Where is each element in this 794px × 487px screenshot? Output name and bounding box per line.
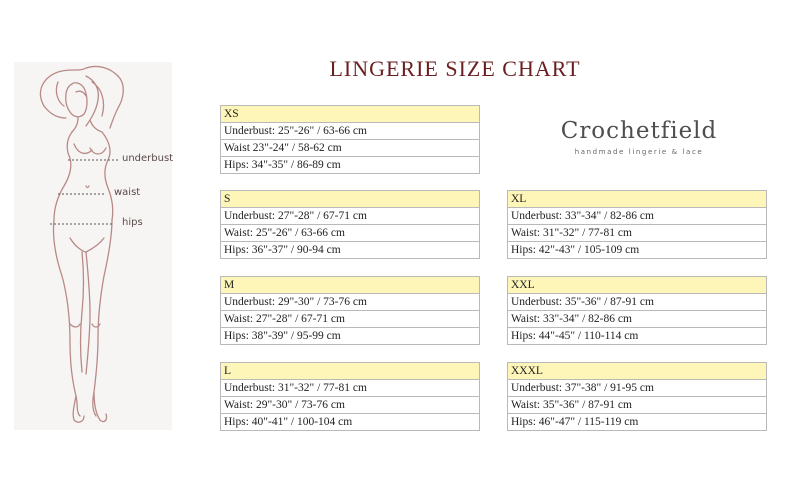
size-table-s: [220, 190, 480, 259]
hips-value: Hips: 46"-47" / 115-119 cm: [508, 414, 767, 431]
waist-label: waist: [114, 187, 141, 198]
waist-value: Waist: 31"-32" / 77-81 cm: [508, 225, 767, 242]
brand-name: Crochetfield: [560, 118, 718, 144]
underbust-value: Underbust: 37"-38" / 91-95 cm: [508, 380, 767, 397]
underbust-label: underbust: [122, 153, 174, 164]
underbust-value: Underbust: 27"-28" / 67-71 cm: [221, 208, 480, 225]
size-table-m: [220, 276, 480, 345]
size-name: XXL: [508, 277, 767, 294]
underbust-value: Underbust: 31"-32" / 77-81 cm: [221, 380, 480, 397]
size-name: XXXL: [508, 363, 767, 380]
size-table-xs: [220, 105, 480, 174]
hips-value: Hips: 36"-37" / 90-94 cm: [221, 242, 480, 259]
underbust-value: Underbust: 33"-34" / 82-86 cm: [508, 208, 767, 225]
hips-value: Hips: 34"-35" / 86-89 cm: [221, 157, 480, 174]
size-name: M: [221, 277, 480, 294]
hips-value: Hips: 40"-41" / 100-104 cm: [221, 414, 480, 431]
brand-logo: [548, 116, 730, 156]
hips-label: hips: [122, 217, 143, 228]
waist-value: Waist: 33"-34" / 82-86 cm: [508, 311, 767, 328]
size-name: L: [221, 363, 480, 380]
waist-value: Waist: 35"-36" / 87-91 cm: [508, 397, 767, 414]
waist-value: Waist 23"-24" / 58-62 cm: [221, 140, 480, 157]
underbust-value: Underbust: 25"-26" / 63-66 cm: [221, 123, 480, 140]
page-title: LINGERIE SIZE CHART: [329, 56, 581, 81]
hips-value: Hips: 38"-39" / 95-99 cm: [221, 328, 480, 345]
size-table-l: [220, 362, 480, 431]
waist-value: Waist: 29"-30" / 73-76 cm: [221, 397, 480, 414]
body-figure-illustration: [14, 62, 172, 430]
body-figure-panel: [14, 62, 172, 430]
underbust-value: Underbust: 29"-30" / 73-76 cm: [221, 294, 480, 311]
brand-tagline: handmade lingerie & lace: [574, 148, 704, 156]
size-name: S: [221, 191, 480, 208]
hips-value: Hips: 44"-45" / 110-114 cm: [508, 328, 767, 345]
waist-value: Waist: 25"-26" / 63-66 cm: [221, 225, 480, 242]
size-table-xxl: [507, 276, 767, 345]
hips-value: Hips: 42"-43" / 105-109 cm: [508, 242, 767, 259]
waist-value: Waist: 27"-28" / 67-71 cm: [221, 311, 480, 328]
size-name: XS: [221, 106, 480, 123]
size-table-xxxl: [507, 362, 767, 431]
size-name: XL: [508, 191, 767, 208]
underbust-value: Underbust: 35"-36" / 87-91 cm: [508, 294, 767, 311]
size-table-xl: [507, 190, 767, 259]
